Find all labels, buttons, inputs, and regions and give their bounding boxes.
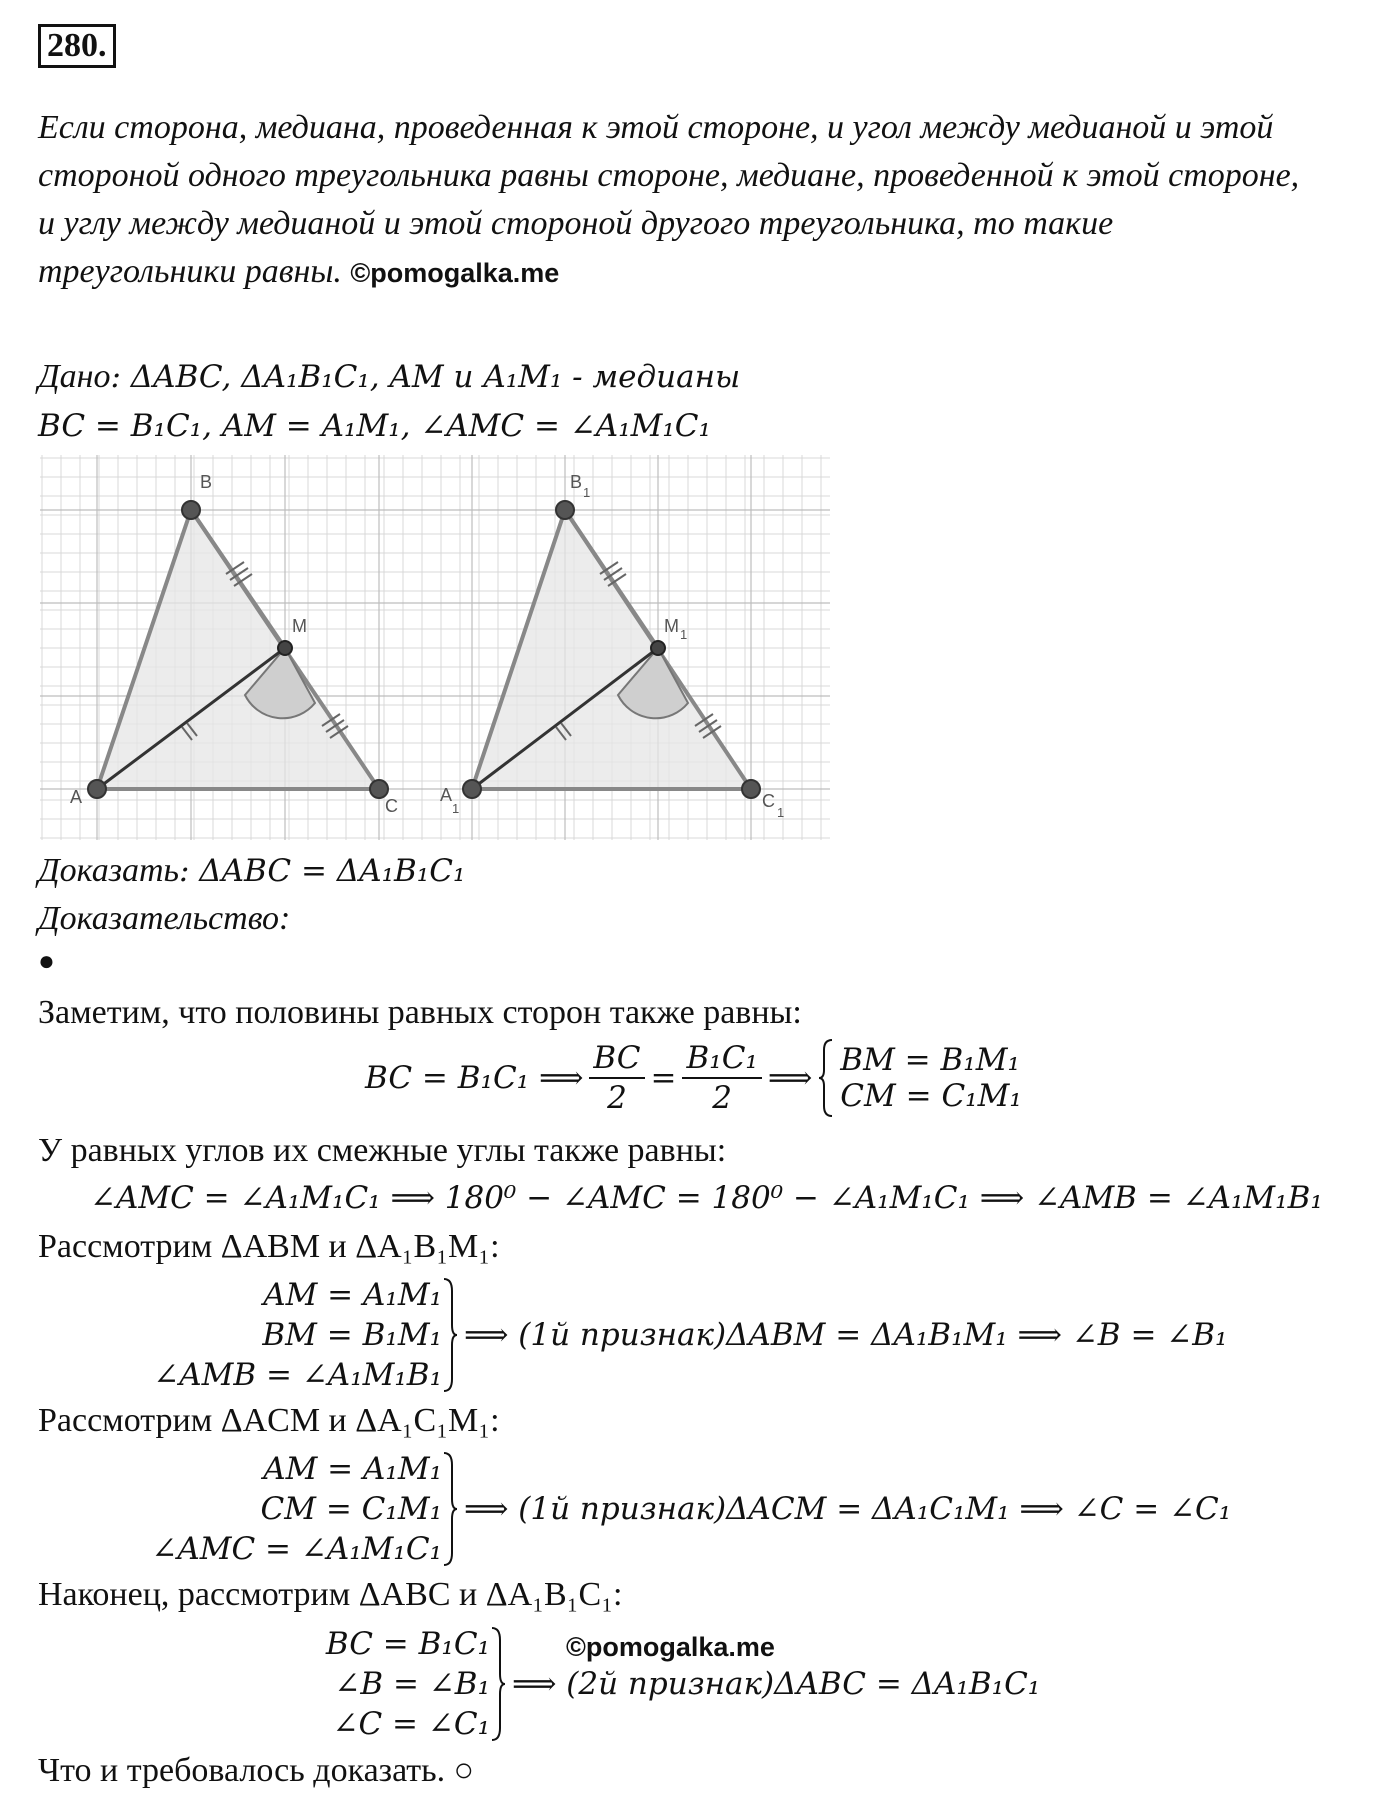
- point-m: [278, 641, 292, 655]
- block2-conditions: [150, 1449, 442, 1569]
- label-a1-sub: 1: [452, 801, 460, 816]
- point-b1: [556, 501, 574, 519]
- block-acm: [150, 1449, 1231, 1569]
- condition: ∠C = ∠C₁: [332, 1706, 490, 1742]
- given-line-2: BC = B₁C₁, AM = A₁M₁, ∠AMC = ∠A₁M₁C₁: [38, 408, 711, 444]
- prove-line: [38, 852, 465, 890]
- block3-result: ⟹ (2й признак)ΔABC = ΔA₁B₁C₁: [512, 1666, 1041, 1702]
- closing-brace: [442, 1451, 458, 1567]
- condition: BM = B₁M₁: [262, 1317, 442, 1353]
- frac2-den: 2: [712, 1080, 733, 1116]
- eq1-equals: =: [650, 1060, 677, 1096]
- statement-line: и углу между медианой и этой стороной другого треугольника, то такие: [38, 205, 1114, 242]
- given-label: Дано: [38, 358, 111, 395]
- proof-label: Доказательство:: [38, 900, 291, 937]
- label-m: M: [292, 616, 307, 636]
- point-a: [88, 780, 106, 798]
- prove-expr: : ΔABC = ΔA₁B₁C₁: [178, 853, 466, 889]
- block-abm: [150, 1275, 1227, 1395]
- equation-adjacent-angles: ∠AMC = ∠A₁M₁C₁ ⟹ 180⁰ − ∠AMC = 180⁰ − ∠A₁M₁C₁ ⟹ ∠AMB = ∠A₁M₁B₁: [90, 1180, 1323, 1216]
- block3-conditions: [300, 1624, 490, 1744]
- statement-line: Если сторона, медиана, проведенная к этой стороне, и угол между медианой и этой: [38, 109, 1274, 146]
- eq1-arrow: ⟹: [767, 1060, 813, 1096]
- equation-halves: [365, 1038, 1022, 1118]
- label-c: C: [385, 796, 398, 816]
- closing-brace: [490, 1626, 506, 1742]
- frac1-num: BC: [589, 1039, 644, 1079]
- sys-line: BM = B₁M₁: [840, 1042, 1020, 1078]
- consider-acm: Рассмотрим ΔACM и ΔA₁C₁M₁:: [38, 1402, 500, 1439]
- block1-conditions: [150, 1275, 442, 1395]
- block1-result: ⟹ (1й признак)ΔABM = ΔA₁B₁M₁ ⟹ ∠B = ∠B₁: [464, 1317, 1228, 1353]
- triangle-abc: [70, 472, 398, 816]
- eq1-left: BC = B₁C₁ ⟹: [365, 1060, 584, 1096]
- block-abc: [300, 1624, 1040, 1744]
- bullet: ●: [38, 946, 55, 977]
- point-c1: [742, 780, 760, 798]
- watermark: ©pomogalka.me: [350, 258, 560, 288]
- conclusion: Что и требовалось доказать. ○: [38, 1752, 475, 1789]
- note-halves: Заметим, что половины равных сторон также равны:: [38, 994, 802, 1031]
- problem-number: 280.: [38, 24, 116, 68]
- fraction-b1c1: [682, 1039, 761, 1117]
- condition: CM = C₁M₁: [260, 1491, 442, 1527]
- condition: AM = A₁M₁: [263, 1277, 442, 1313]
- block2-result: ⟹ (1й признак)ΔACM = ΔA₁C₁M₁ ⟹ ∠C = ∠C₁: [464, 1491, 1232, 1527]
- condition: BC = B₁C₁: [325, 1626, 490, 1662]
- condition: ∠B = ∠B₁: [334, 1666, 490, 1702]
- triangles-figure: [40, 455, 830, 840]
- label-b: B: [200, 472, 213, 492]
- point-b: [182, 501, 200, 519]
- fraction-bc: [589, 1039, 644, 1117]
- statement-line: стороной одного треугольника равны стороне, медиане, проведенной к этой стороне,: [38, 157, 1300, 194]
- condition: ∠AMC = ∠A₁M₁C₁: [151, 1531, 442, 1567]
- label-c1-sub: 1: [777, 805, 785, 820]
- label-a: A: [70, 787, 83, 807]
- consider-abm: Рассмотрим ΔABM и ΔA₁B₁M₁:: [38, 1228, 500, 1265]
- frac2-num: B₁C₁: [682, 1039, 761, 1079]
- consider-abc: Наконец, рассмотрим ΔABC и ΔA₁B₁C₁:: [38, 1576, 623, 1613]
- condition: AM = A₁M₁: [263, 1451, 442, 1487]
- closing-brace: [442, 1277, 458, 1393]
- label-m1: M: [664, 616, 679, 636]
- note-adjacent: У равных углов их смежные углы также равны:: [38, 1132, 727, 1169]
- given-objects: : ΔABC, ΔA₁B₁C₁, AM и A₁M₁ - медианы: [110, 359, 741, 395]
- frac1-den: 2: [607, 1080, 627, 1116]
- problem-statement: [38, 104, 1299, 297]
- watermark: ©pomogalka.me: [566, 1632, 775, 1662]
- label-a1: A: [440, 785, 453, 805]
- sys-line: CM = C₁M₁: [840, 1078, 1022, 1114]
- statement-line: треугольники равны.: [38, 253, 342, 290]
- system-brace: [818, 1038, 834, 1118]
- point-a1: [463, 780, 481, 798]
- point-m1: [651, 641, 665, 655]
- eq1-system: [840, 1042, 1021, 1114]
- label-m1-sub: 1: [680, 627, 688, 642]
- label-c1: C: [762, 791, 775, 811]
- given-line-1: [38, 358, 740, 396]
- condition: ∠AMB = ∠A₁M₁B₁: [153, 1357, 442, 1393]
- label-b1: B: [570, 472, 583, 492]
- label-b1-sub: 1: [583, 485, 591, 500]
- prove-label: Доказать: [38, 852, 179, 889]
